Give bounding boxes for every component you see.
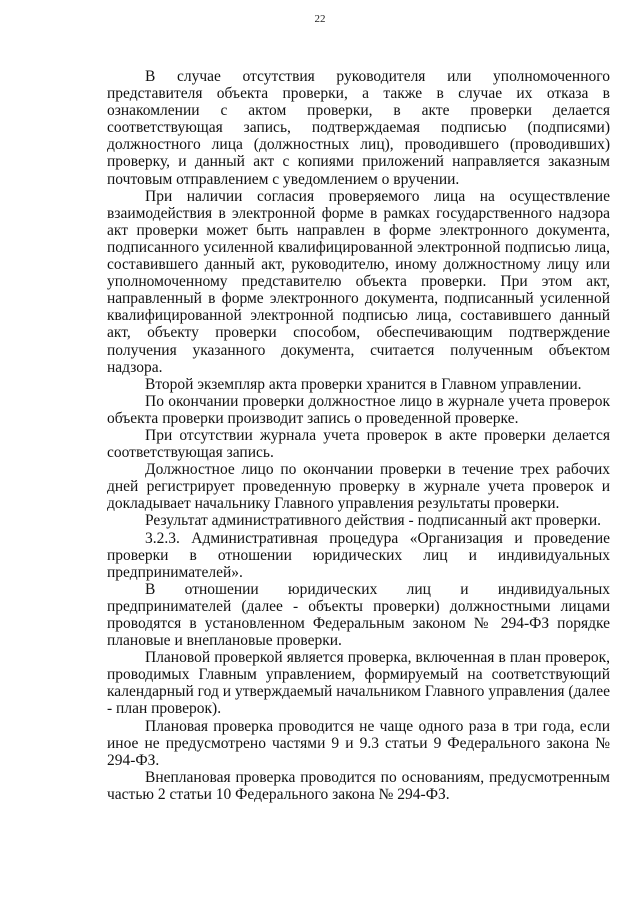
document-body bbox=[107, 68, 610, 803]
paragraph-journal-entry: По окончании проверки должностное лицо в журнале учета проверок объекта проверки производит запись о проведенной проверке. bbox=[107, 392, 610, 427]
paragraph-no-journal: При отсутствии журнала учета проверок в акте проверки делается соответствующая запись. bbox=[107, 426, 610, 462]
paragraph-result: Результат административного действия - подписанный акт проверки. bbox=[145, 512, 601, 530]
paragraph-inspections-scope: В отношении юридических лиц и индивидуальных предпринимателей (далее - объекты проверки) должностными лицами проводятся в установленном Федеральным законом № 294-ФЗ порядке плановые и внеплановые проверки. bbox=[107, 580, 610, 650]
paragraph-registration: Должностное лицо по окончании проверки в течение трех рабочих дней регистрирует проведенную проверку в журнале учета проверок и докладывает начальнику Главного управления результаты проверки. bbox=[107, 461, 610, 513]
page-number: 22 bbox=[314, 13, 326, 25]
paragraph-unplanned-grounds: Внеплановая проверка проводится по основаниям, предусмотренным частью 2 статьи 10 Федерального закона № 294-ФЗ. bbox=[107, 768, 610, 803]
paragraph-absence-of-representative: В случае отсутствия руководителя или уполномоченного представителя объекта проверки, а также в случае их отказа в ознакомлении с актом проверки, в акте проверки делается соответствующая запись, подтверждаемая подписью (подписями) должностного лица (должностных лиц), проводившего (проводивших) проверку, и данный акт с копиями приложений направляется заказным почтовым отправлением с уведомлением о вручении. bbox=[107, 68, 610, 188]
paragraph-second-copy: Второй экземпляр акта проверки хранится в Главном управлении. bbox=[145, 375, 582, 393]
paragraph-planned-definition: Плановой проверкой является проверка, включенная в план проверок, проводимых Главным управлением, формируемый на соответствующий календарный год и утверждаемый начальником Главного управления (далее - план проверок). bbox=[107, 649, 610, 718]
paragraph-electronic-act: При наличии согласия проверяемого лица на осуществление взаимодействия в электронной форме в рамках государственного надзора акт проверки может быть направлен в форме электронного документа, подписанного усиленной квалифицированной электронной подписью лица, составившего данный акт, руководителю, иному должностному лицу или уполномоченному представителю объекта проверки. При этом акт, направленный в форме электронного документа, подписанный усиленной квалифицированной электронной подписью лица, составившего данный акт, объекту проверки способом, обеспечивающим подтверждение получения указанного документа, считается полученным объектом надзора. bbox=[107, 187, 610, 376]
paragraph-procedure-heading: 3.2.3. Административная процедура «Организация и проведение проверки в отношении юридических лиц и индивидуальных предпринимателей». bbox=[107, 529, 610, 581]
paragraph-planned-frequency: Плановая проверка проводится не чаще одного раза в три года, если иное не предусмотрено частями 9 и 9.3 статьи 9 Федерального закона № 294-ФЗ. bbox=[107, 717, 610, 769]
